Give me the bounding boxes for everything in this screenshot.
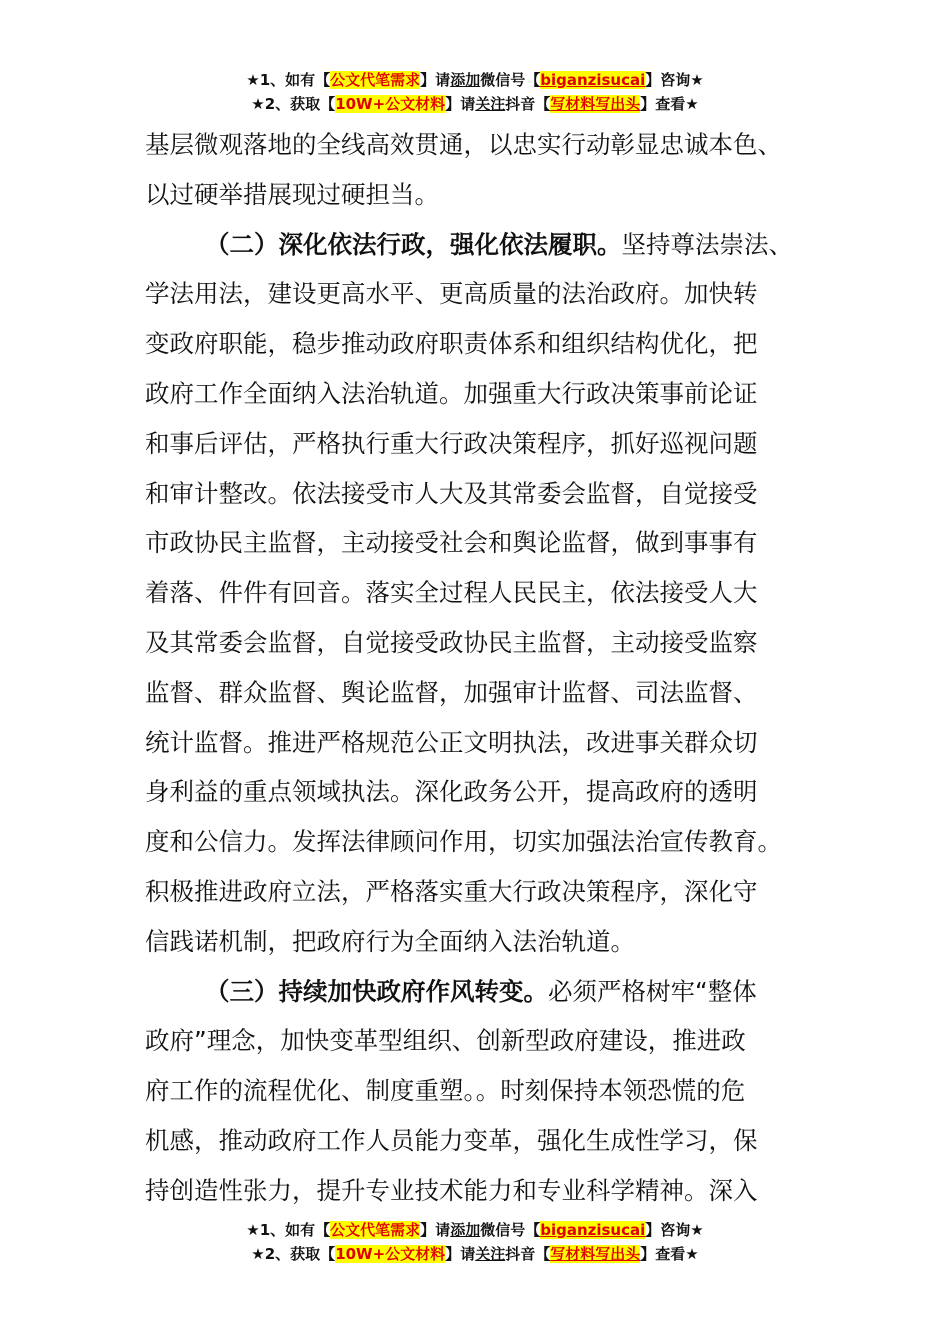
paragraph-text: 机感，推动政府工作人员能力变革，强化生成性学习，保 xyxy=(145,1125,758,1155)
banner-wechat-id: biganzisucai xyxy=(540,1221,646,1239)
text-line xyxy=(145,369,825,419)
paragraph-text: 必须严格树牢“整体 xyxy=(548,976,757,1006)
text-line xyxy=(145,867,825,917)
section-heading: （三）持续加快政府作风转变。 xyxy=(205,976,548,1006)
banner-text: 】咨询★ xyxy=(645,1221,704,1239)
paragraph-text: 和事后评估，严格执行重大行政决策程序，抓好巡视问题 xyxy=(145,428,758,458)
paragraph-text: 和审计整改。依法接受市人大及其常委会监督，自觉接受 xyxy=(145,478,758,508)
text-line xyxy=(145,269,825,319)
paragraph-text: 信践诺机制，把政府行为全面纳入法治轨道。 xyxy=(145,926,635,956)
text-line xyxy=(145,518,825,568)
text-line xyxy=(145,718,825,768)
banner-text: ★2、获取【 xyxy=(251,95,336,113)
banner-underline: 添加 xyxy=(450,1221,481,1239)
banner-highlight: 10W+公文材料 xyxy=(335,95,446,113)
banner-highlight: 公文代笔需求 xyxy=(330,71,421,89)
text-line xyxy=(145,767,825,817)
text-line xyxy=(145,817,825,867)
banner-text: ★1、如有【 xyxy=(246,1221,331,1239)
section-heading: （二）深化依法行政，强化依法履职。 xyxy=(205,229,622,259)
text-line xyxy=(145,1066,825,1116)
document-body xyxy=(145,120,825,1216)
banner-text: ★1、如有【 xyxy=(246,71,331,89)
paragraph-text: 持创造性张力，提升专业技术能力和专业科学精神。深入 xyxy=(145,1175,758,1205)
section-heading-line xyxy=(145,220,825,270)
text-line xyxy=(145,568,825,618)
text-line xyxy=(145,469,825,519)
paragraph-text: 以过硬举措展现过硬担当。 xyxy=(145,179,439,209)
text-line xyxy=(145,1016,825,1066)
paragraph-text: 积极推进政府立法，严格落实重大行政决策程序，深化守 xyxy=(145,876,758,906)
banner-highlight: 10W+公文材料 xyxy=(335,1245,446,1263)
footer-banner xyxy=(0,1218,950,1266)
banner-underline: 关注 xyxy=(475,95,506,113)
banner-text: 抖音【 xyxy=(505,1245,551,1263)
banner-text: 微信号【 xyxy=(480,71,541,89)
banner-text: 】请 xyxy=(420,1221,451,1239)
section-heading-line xyxy=(145,967,825,1017)
text-line xyxy=(145,1166,825,1216)
banner-text: 微信号【 xyxy=(480,1221,541,1239)
text-line xyxy=(145,1116,825,1166)
paragraph-text: 学法用法，建设更高水平、更高质量的法治政府。加快转 xyxy=(145,279,758,309)
text-line xyxy=(145,668,825,718)
paragraph-text: 基层微观落地的全线高效贯通，以忠实行动彰显忠诚本色、 xyxy=(145,130,782,159)
banner-text: 】请 xyxy=(445,1245,476,1263)
header-banner xyxy=(0,68,950,116)
banner-underline: 添加 xyxy=(450,71,481,89)
paragraph-text: 变政府职能，稳步推动政府职责体系和组织结构优化，把 xyxy=(145,329,758,359)
paragraph-text: 统计监督。推进严格规范公正文明执法，改进事关群众切 xyxy=(145,727,758,757)
banner-underline: 关注 xyxy=(475,1245,506,1263)
paragraph-text: 及其常委会监督，自觉接受政协民主监督，主动接受监察 xyxy=(145,627,758,657)
paragraph-text: 度和公信力。发挥法律顾问作用，切实加强法治宣传教育。 xyxy=(145,827,782,857)
banner-text: 】请 xyxy=(445,95,476,113)
paragraph-text: 政府工作全面纳入法治轨道。加强重大行政决策事前论证 xyxy=(145,378,758,408)
paragraph-text: 身利益的重点领域执法。深化政务公开，提高政府的透明 xyxy=(145,777,758,807)
banner-text: 】查看★ xyxy=(640,1245,699,1263)
paragraph-text: 着落、件件有回音。落实全过程人民民主，依法接受人大 xyxy=(145,578,758,608)
banner-highlight: 公文代笔需求 xyxy=(330,1221,421,1239)
text-line xyxy=(145,120,825,170)
banner-douyin-id: 写材料写出头 xyxy=(550,1245,641,1263)
banner-text: ★2、获取【 xyxy=(251,1245,336,1263)
banner-text: 抖音【 xyxy=(505,95,551,113)
text-line xyxy=(145,917,825,967)
paragraph-text: 府工作的流程优化、制度重塑。。时刻保持本领恐慌的危 xyxy=(145,1076,746,1106)
paragraph-text: 市政协民主监督，主动接受社会和舆论监督，做到事事有 xyxy=(145,528,758,558)
text-line xyxy=(145,319,825,369)
text-line xyxy=(145,170,825,220)
banner-text: 】查看★ xyxy=(640,95,699,113)
text-line xyxy=(145,618,825,668)
paragraph-text: 政府”理念，加快变革型组织、创新型政府建设，推进政 xyxy=(145,1026,746,1056)
banner-douyin-id: 写材料写出头 xyxy=(550,95,641,113)
banner-wechat-id: biganzisucai xyxy=(540,71,646,89)
banner-text: 】咨询★ xyxy=(645,71,704,89)
banner-text: 】请 xyxy=(420,71,451,89)
paragraph-text: 监督、群众监督、舆论监督，加强审计监督、司法监督、 xyxy=(145,677,758,707)
paragraph-text: 坚持尊法崇法、 xyxy=(621,229,793,259)
text-line xyxy=(145,419,825,469)
